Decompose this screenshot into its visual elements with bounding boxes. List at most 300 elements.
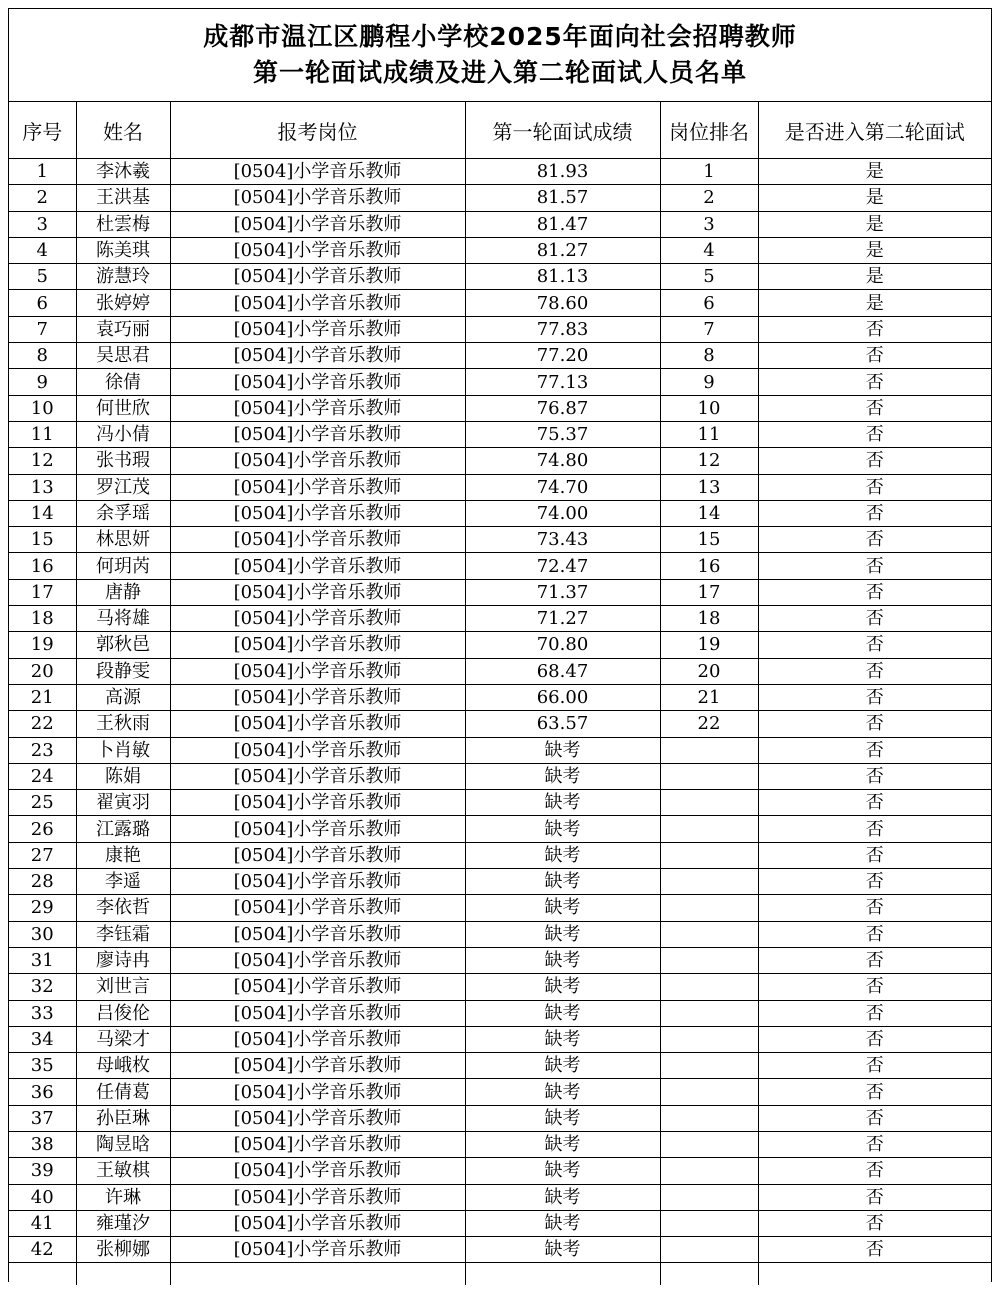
cell-position: [0504]小学音乐教师 [170,895,465,921]
cell-position: [0504]小学音乐教师 [170,290,465,316]
cell-position: [0504]小学音乐教师 [170,527,465,553]
cell-name: 刘世言 [76,974,170,1000]
table-row [9,1184,991,1210]
cell-name: 陈娟 [76,763,170,789]
cell-position: [0504]小学音乐教师 [170,1026,465,1052]
cell-score: 缺考 [465,816,660,842]
cell-name: 王秋雨 [76,711,170,737]
cell-rank: 2 [660,185,758,211]
cell-advance: 否 [758,1184,991,1210]
cell-advance: 否 [758,763,991,789]
cell-score: 缺考 [465,1210,660,1236]
cell-name: 郭秋邑 [76,632,170,658]
table-row [9,1237,991,1263]
cell-score: 缺考 [465,790,660,816]
cell-name: 袁巧丽 [76,316,170,342]
cell-advance: 否 [758,500,991,526]
cell-rank [660,816,758,842]
cell-rank [660,1184,758,1210]
table-row [9,1026,991,1052]
cell-name: 卜肖敏 [76,737,170,763]
cell-position: [0504]小学音乐教师 [170,1000,465,1026]
cell-score: 77.83 [465,316,660,342]
header-advance: 是否进入第二轮面试 [758,102,991,159]
title-line-1: 成都市温江区鹏程小学校2025年面向社会招聘教师 [203,22,797,51]
cell-advance: 是 [758,290,991,316]
cell-name: 王敏棋 [76,1158,170,1184]
cell-score: 缺考 [465,1158,660,1184]
cell-name: 高源 [76,684,170,710]
cell-index: 9 [9,369,76,395]
cell-rank: 19 [660,632,758,658]
table-row [9,553,991,579]
cell-score: 74.00 [465,500,660,526]
table-row [9,1131,991,1157]
cell-advance: 否 [758,553,991,579]
cell-advance: 否 [758,395,991,421]
cell-advance: 否 [758,737,991,763]
cell-advance: 是 [758,159,991,185]
cell-position: [0504]小学音乐教师 [170,711,465,737]
cell-rank: 9 [660,369,758,395]
cell-score: 缺考 [465,763,660,789]
cell-score: 70.80 [465,632,660,658]
cell-rank [660,1026,758,1052]
cell-name: 王洪基 [76,185,170,211]
cell-index: 4 [9,237,76,263]
table-row [9,790,991,816]
cell-score: 77.20 [465,343,660,369]
cell-advance: 否 [758,895,991,921]
cell-rank: 17 [660,579,758,605]
cell-advance: 是 [758,185,991,211]
cell-index: 42 [9,1237,76,1263]
cell-index: 6 [9,290,76,316]
header-index: 序号 [9,102,76,159]
cell-rank: 3 [660,211,758,237]
cell-score: 缺考 [465,869,660,895]
cell-advance: 否 [758,1000,991,1026]
table-row [9,185,991,211]
cell-position: [0504]小学音乐教师 [170,658,465,684]
cell-advance: 否 [758,869,991,895]
cell-rank [660,763,758,789]
table-row [9,343,991,369]
cell-rank [660,1210,758,1236]
cell-name: 廖诗冉 [76,947,170,973]
cell-name: 段静雯 [76,658,170,684]
cell-rank: 15 [660,527,758,553]
empty-cell [465,1263,660,1286]
cell-rank: 11 [660,421,758,447]
cell-position: [0504]小学音乐教师 [170,1131,465,1157]
cell-advance: 否 [758,711,991,737]
cell-advance: 否 [758,606,991,632]
table-row [9,369,991,395]
cell-index: 24 [9,763,76,789]
cell-rank: 13 [660,474,758,500]
cell-name: 陈美琪 [76,237,170,263]
cell-score: 72.47 [465,553,660,579]
cell-advance: 否 [758,1105,991,1131]
cell-position: [0504]小学音乐教师 [170,264,465,290]
cell-advance: 否 [758,921,991,947]
cell-rank: 22 [660,711,758,737]
cell-score: 缺考 [465,921,660,947]
cell-score: 缺考 [465,1237,660,1263]
cell-name: 翟寅羽 [76,790,170,816]
cell-position: [0504]小学音乐教师 [170,1210,465,1236]
cell-name: 罗江茂 [76,474,170,500]
cell-score: 81.57 [465,185,660,211]
cell-position: [0504]小学音乐教师 [170,606,465,632]
cell-name: 何玥芮 [76,553,170,579]
cell-advance: 否 [758,527,991,553]
table-row [9,816,991,842]
cell-advance: 否 [758,1026,991,1052]
table-row [9,684,991,710]
cell-name: 李遥 [76,869,170,895]
table-row [9,711,991,737]
cell-index: 34 [9,1026,76,1052]
table-row [9,159,991,185]
cell-name: 康艳 [76,842,170,868]
cell-rank: 7 [660,316,758,342]
cell-name: 何世欣 [76,395,170,421]
cell-name: 游慧玲 [76,264,170,290]
cell-name: 许琳 [76,1184,170,1210]
table-row [9,869,991,895]
cell-index: 3 [9,211,76,237]
table-row [9,290,991,316]
cell-name: 母峨枚 [76,1053,170,1079]
cell-index: 7 [9,316,76,342]
cell-rank [660,1237,758,1263]
cell-advance: 否 [758,343,991,369]
cell-advance: 否 [758,474,991,500]
table-row [9,395,991,421]
cell-rank [660,737,758,763]
cell-score: 缺考 [465,1000,660,1026]
cell-position: [0504]小学音乐教师 [170,1053,465,1079]
cell-position: [0504]小学音乐教师 [170,343,465,369]
cell-index: 28 [9,869,76,895]
cell-position: [0504]小学音乐教师 [170,921,465,947]
cell-score: 81.93 [465,159,660,185]
table-row [9,316,991,342]
cell-name: 张书瑕 [76,448,170,474]
cell-index: 10 [9,395,76,421]
cell-index: 33 [9,1000,76,1026]
cell-score: 81.27 [465,237,660,263]
cell-advance: 否 [758,658,991,684]
cell-rank [660,1105,758,1131]
cell-position: [0504]小学音乐教师 [170,500,465,526]
table-row [9,237,991,263]
cell-position: [0504]小学音乐教师 [170,632,465,658]
cell-index: 16 [9,553,76,579]
cell-advance: 否 [758,632,991,658]
cell-position: [0504]小学音乐教师 [170,159,465,185]
table-row [9,606,991,632]
cell-score: 74.70 [465,474,660,500]
cell-rank [660,790,758,816]
cell-rank: 16 [660,553,758,579]
table-row [9,1210,991,1236]
cell-name: 余孚瑶 [76,500,170,526]
cell-rank [660,869,758,895]
cell-advance: 是 [758,237,991,263]
table-row [9,763,991,789]
cell-rank: 20 [660,658,758,684]
table-row [9,947,991,973]
cell-position: [0504]小学音乐教师 [170,974,465,1000]
cell-rank [660,895,758,921]
cell-position: [0504]小学音乐教师 [170,1237,465,1263]
table-row [9,1079,991,1105]
table-row [9,579,991,605]
cell-rank: 6 [660,290,758,316]
cell-rank [660,921,758,947]
cell-advance: 否 [758,1131,991,1157]
cell-position: [0504]小学音乐教师 [170,684,465,710]
cell-position: [0504]小学音乐教师 [170,316,465,342]
cell-position: [0504]小学音乐教师 [170,790,465,816]
cell-score: 76.87 [465,395,660,421]
table-row [9,500,991,526]
cell-score: 71.37 [465,579,660,605]
cell-index: 19 [9,632,76,658]
cell-score: 81.13 [465,264,660,290]
cell-advance: 否 [758,421,991,447]
cell-advance: 是 [758,264,991,290]
cell-index: 11 [9,421,76,447]
cell-advance: 否 [758,684,991,710]
cell-position: [0504]小学音乐教师 [170,842,465,868]
cell-position: [0504]小学音乐教师 [170,816,465,842]
empty-row [9,1263,991,1286]
cell-index: 36 [9,1079,76,1105]
cell-rank: 18 [660,606,758,632]
cell-index: 25 [9,790,76,816]
header-name: 姓名 [76,102,170,159]
cell-position: [0504]小学音乐教师 [170,579,465,605]
cell-rank [660,1053,758,1079]
table-row [9,1105,991,1131]
cell-score: 缺考 [465,1053,660,1079]
table-row [9,421,991,447]
header-rank: 岗位排名 [660,102,758,159]
cell-name: 李沐羲 [76,159,170,185]
cell-rank [660,974,758,1000]
cell-rank: 10 [660,395,758,421]
cell-position: [0504]小学音乐教师 [170,237,465,263]
cell-score: 缺考 [465,1184,660,1210]
cell-score: 68.47 [465,658,660,684]
cell-score: 77.13 [465,369,660,395]
cell-name: 徐倩 [76,369,170,395]
cell-index: 12 [9,448,76,474]
cell-rank [660,1000,758,1026]
cell-name: 冯小倩 [76,421,170,447]
cell-advance: 否 [758,816,991,842]
results-table [9,102,991,1285]
cell-rank: 12 [660,448,758,474]
table-row [9,842,991,868]
cell-rank: 1 [660,159,758,185]
cell-name: 杜雲梅 [76,211,170,237]
cell-name: 李依哲 [76,895,170,921]
cell-advance: 否 [758,1158,991,1184]
cell-name: 任倩葛 [76,1079,170,1105]
cell-position: [0504]小学音乐教师 [170,737,465,763]
table-row [9,474,991,500]
cell-name: 陶昱晗 [76,1131,170,1157]
cell-index: 21 [9,684,76,710]
cell-score: 缺考 [465,842,660,868]
cell-index: 39 [9,1158,76,1184]
cell-name: 李钰霜 [76,921,170,947]
table-row [9,527,991,553]
cell-index: 5 [9,264,76,290]
cell-score: 缺考 [465,1131,660,1157]
cell-advance: 否 [758,579,991,605]
table-row [9,632,991,658]
cell-name: 林思妍 [76,527,170,553]
cell-rank: 21 [660,684,758,710]
cell-score: 63.57 [465,711,660,737]
cell-score: 缺考 [465,895,660,921]
cell-name: 唐静 [76,579,170,605]
cell-position: [0504]小学音乐教师 [170,1105,465,1131]
cell-advance: 是 [758,211,991,237]
table-row [9,1158,991,1184]
cell-score: 缺考 [465,947,660,973]
cell-index: 35 [9,1053,76,1079]
table-row [9,1000,991,1026]
cell-position: [0504]小学音乐教师 [170,474,465,500]
cell-position: [0504]小学音乐教师 [170,369,465,395]
cell-position: [0504]小学音乐教师 [170,448,465,474]
cell-name: 吴思君 [76,343,170,369]
cell-position: [0504]小学音乐教师 [170,395,465,421]
cell-name: 雍瑾汐 [76,1210,170,1236]
cell-rank [660,1158,758,1184]
document-title [9,9,991,102]
cell-score: 66.00 [465,684,660,710]
cell-position: [0504]小学音乐教师 [170,185,465,211]
cell-index: 2 [9,185,76,211]
cell-advance: 否 [758,790,991,816]
cell-index: 20 [9,658,76,684]
title-line-2: 第一轮面试成绩及进入第二轮面试人员名单 [252,58,747,87]
cell-name: 孙臣琳 [76,1105,170,1131]
table-row [9,974,991,1000]
cell-position: [0504]小学音乐教师 [170,763,465,789]
cell-position: [0504]小学音乐教师 [170,1158,465,1184]
cell-position: [0504]小学音乐教师 [170,947,465,973]
cell-index: 29 [9,895,76,921]
cell-position: [0504]小学音乐教师 [170,869,465,895]
cell-advance: 否 [758,369,991,395]
cell-name: 吕俊伦 [76,1000,170,1026]
cell-name: 马将雄 [76,606,170,632]
cell-index: 8 [9,343,76,369]
empty-cell [9,1263,76,1286]
table-row [9,921,991,947]
empty-cell [76,1263,170,1286]
cell-index: 32 [9,974,76,1000]
cell-name: 张婷婷 [76,290,170,316]
cell-name: 马梁才 [76,1026,170,1052]
cell-position: [0504]小学音乐教师 [170,553,465,579]
cell-index: 31 [9,947,76,973]
cell-score: 缺考 [465,737,660,763]
cell-advance: 否 [758,1079,991,1105]
cell-advance: 否 [758,1053,991,1079]
empty-cell [170,1263,465,1286]
cell-index: 41 [9,1210,76,1236]
table-row [9,448,991,474]
cell-advance: 否 [758,974,991,1000]
cell-index: 23 [9,737,76,763]
cell-index: 18 [9,606,76,632]
cell-position: [0504]小学音乐教师 [170,1184,465,1210]
cell-position: [0504]小学音乐教师 [170,1079,465,1105]
cell-name: 张柳娜 [76,1237,170,1263]
cell-score: 缺考 [465,1105,660,1131]
cell-name: 江露璐 [76,816,170,842]
cell-index: 22 [9,711,76,737]
cell-index: 13 [9,474,76,500]
table-row [9,264,991,290]
cell-advance: 否 [758,947,991,973]
cell-index: 27 [9,842,76,868]
table-row [9,1053,991,1079]
table-row [9,737,991,763]
cell-score: 缺考 [465,1026,660,1052]
cell-index: 17 [9,579,76,605]
empty-cell [660,1263,758,1286]
header-row [9,102,991,159]
cell-score: 78.60 [465,290,660,316]
cell-score: 73.43 [465,527,660,553]
cell-index: 14 [9,500,76,526]
cell-score: 缺考 [465,974,660,1000]
cell-advance: 否 [758,316,991,342]
cell-score: 75.37 [465,421,660,447]
header-position: 报考岗位 [170,102,465,159]
cell-rank [660,1131,758,1157]
cell-score: 74.80 [465,448,660,474]
cell-rank: 14 [660,500,758,526]
cell-index: 15 [9,527,76,553]
cell-advance: 否 [758,842,991,868]
cell-index: 37 [9,1105,76,1131]
cell-rank: 5 [660,264,758,290]
table-row [9,658,991,684]
cell-rank: 8 [660,343,758,369]
cell-rank: 4 [660,237,758,263]
cell-advance: 否 [758,1210,991,1236]
cell-index: 40 [9,1184,76,1210]
table-row [9,211,991,237]
cell-position: [0504]小学音乐教师 [170,421,465,447]
cell-index: 1 [9,159,76,185]
cell-rank [660,1079,758,1105]
cell-position: [0504]小学音乐教师 [170,211,465,237]
empty-cell [758,1263,991,1286]
